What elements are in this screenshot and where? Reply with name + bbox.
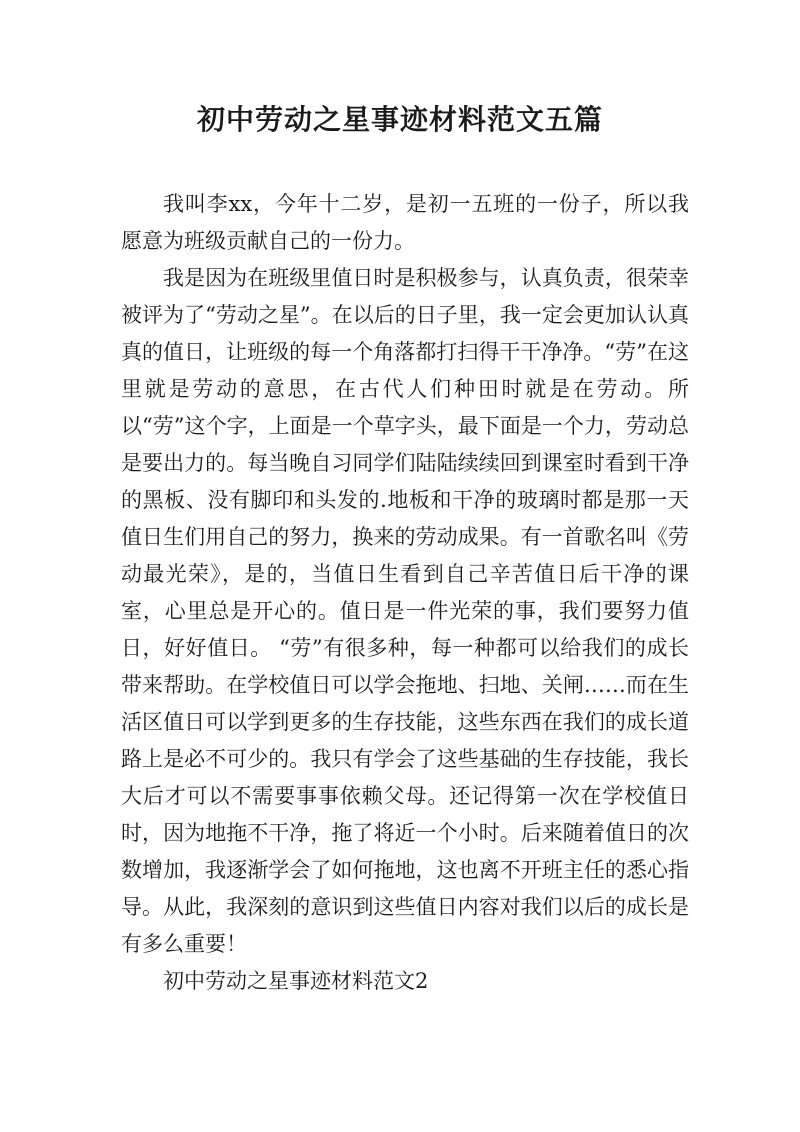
section-heading-2: 初中劳动之星事迹材料范文2	[163, 969, 429, 993]
paragraph-intro: 我叫李xx，今年十二岁，是初一五班的一份子，所以我愿意为班级贡献自己的一份力。	[121, 192, 689, 253]
paragraph-main: 我是因为在班级里值日时是积极参与，认真负责，很荣幸被评为了“劳动之星”。在以后的日子里，我一定会更加认认真真的值日，让班级的每一个角落都打扫得干干净净。“劳”在这里就是劳动的意思，在古代人们种田时就是在劳动。所以“劳”这个字，上面是一个草字头，最下面是一个力，劳动总是要出力的。每当晚自习同学们陆陆续续回到课室时看到干净的黑板、没有脚印和头发的.地板和干净的玻璃时都是那一天值日生们用自己的努力，换来的劳动成果。有一首歌名叫《劳动最光荣》，是的，当值日生看到自己辛苦值日后干净的课室，心里总是开心的。值日是一件光荣的事，我们要努力值日，好好值日。 “劳”有很多种，每一种都可以给我们的成长带来帮助。在学校值日可以学会拖地、扫地、关闸……而在生活区值日可以学到更多的生存技能，这些东西在我们的成长道路上是必不可少的。我只有学会了这些基础的生存技能，我长大后才可以不需要事事依赖父母。还记得第一次在学校值日时，因为地拖不干净，拖了将近一个小时。后来随着值日的次数增加，我逐渐学会了如何拖地，这也离不开班主任的悉心指导。从此，我深刻的意识到这些值日内容对我们以后的成长是有多么重要！	[121, 266, 689, 956]
page-title: 初中劳动之星事迹材料范文五篇	[196, 103, 603, 136]
document-body	[121, 186, 689, 1000]
